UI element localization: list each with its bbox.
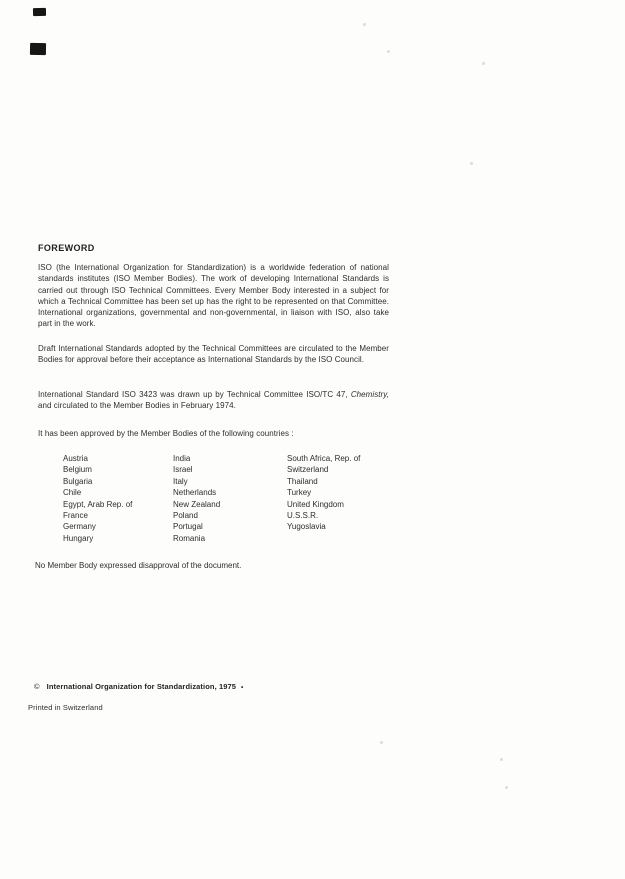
foreword-paragraph-3	[38, 389, 389, 412]
country-item: Italy	[173, 476, 188, 486]
copyright-line	[34, 682, 243, 691]
foreword-heading: FOREWORD	[38, 243, 95, 253]
scan-speck	[470, 162, 473, 165]
country-column-3	[287, 453, 402, 533]
no-disapproval-note: No Member Body expressed disapproval of the document.	[35, 561, 242, 570]
country-item: Turkey	[287, 488, 312, 498]
committee-name-italic: Chemistry,	[350, 390, 389, 399]
scan-artifact-mark	[30, 43, 46, 55]
printed-note: Printed in Switzerland	[28, 703, 103, 712]
paragraph-text: International Standard ISO 3423 was drawn up by Technical Committee ISO/TC 47,	[38, 390, 351, 399]
country-item: Egypt, Arab Rep. of	[63, 499, 133, 509]
country-item: U.S.S.R.	[287, 511, 319, 521]
foreword-paragraph-2: Draft International Standards adopted by the Technical Committees are circulated to the Member Bodies for approval before their acceptance as International Standards by the ISO Council.	[38, 344, 389, 365]
country-item: Yugoslavia	[287, 522, 326, 532]
country-column-1	[63, 453, 169, 544]
foreword-paragraph-1: ISO (the International Organization for Standardization) is a worldwide federation of national standards institutes (ISO Member Bodies). The work of developing International Standards is carried out through ISO Technical Committees. Every Member Body interested in a subject for which a Technical Committee has been set up has the right to be represented on that Committee. International organizations, governmental and non-governmental, in liaison with ISO, also take part in the work.	[38, 263, 389, 329]
scan-speck	[482, 62, 485, 65]
copyright-icon: ©	[34, 682, 40, 691]
bullet-icon: •	[241, 684, 244, 691]
approval-intro-line: It has been approved by the Member Bodies of the following countries :	[38, 429, 294, 438]
scan-speck	[505, 786, 508, 789]
copyright-text: International Organization for Standardization, 1975	[46, 682, 237, 691]
scan-speck	[363, 23, 366, 26]
paragraph-text: and circulated to the Member Bodies in February 1974.	[38, 401, 236, 411]
country-item: Austria	[63, 454, 88, 463]
country-item: New Zealand	[173, 499, 221, 509]
country-item: Poland	[173, 511, 198, 521]
country-item: Thailand	[287, 476, 318, 486]
country-item: India	[173, 454, 191, 463]
country-item: Bulgaria	[63, 476, 93, 486]
country-item: Romania	[173, 533, 206, 543]
country-item: France	[63, 511, 88, 521]
country-item: Netherlands	[173, 488, 217, 498]
country-item: Germany	[63, 522, 96, 532]
country-item: Israel	[173, 465, 193, 475]
country-item: Chile	[63, 488, 82, 498]
scan-speck	[380, 741, 383, 744]
scan-speck	[500, 758, 503, 761]
country-item: Portugal	[173, 522, 203, 532]
scan-speck	[387, 50, 390, 53]
country-item: Switzerland	[287, 465, 329, 475]
country-item: Belgium	[63, 465, 92, 475]
country-item: South Africa, Rep. of	[287, 454, 361, 463]
scan-artifact-mark	[33, 8, 46, 16]
country-item: Hungary	[63, 533, 94, 543]
country-column-2	[173, 453, 281, 544]
country-item: United Kingdom	[287, 499, 344, 509]
